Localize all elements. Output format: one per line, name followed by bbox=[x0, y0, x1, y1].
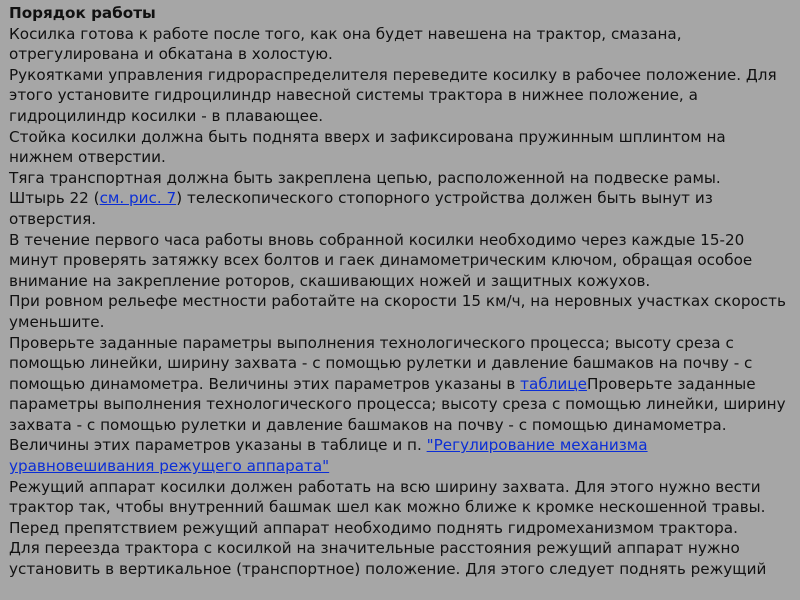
paragraph-ready: Косилка готова к работе после того, как она будет навешена на трактор, смазана, отрегулирована и обкатана в холостую. bbox=[9, 24, 682, 64]
balancing-mechanism-link[interactable]: "Регулирование механизма уравновешивания режущего аппарата" bbox=[9, 436, 648, 476]
paragraph-speed: При ровном рельефе местности работайте на скорости 15 км/ч, на неровных участках скорость уменьшите. bbox=[9, 292, 786, 331]
table-link[interactable]: таблице bbox=[520, 374, 587, 393]
paragraph-pin bbox=[9, 188, 792, 229]
paragraph-working-position: Рукоятками управления гидрораспределителя переведите косилку в рабочее положение. Для этого установите гидроцилиндр навесной системы трактора в нижнее положение, а гидроцилиндр косилки - в плавающее. bbox=[9, 65, 777, 125]
figure-7-link[interactable]: см. рис. 7 bbox=[99, 189, 177, 208]
paragraph-obstacle: Перед препятствием режущий аппарат необходимо поднять гидромеханизмом трактора. bbox=[9, 518, 738, 537]
paragraph-cutting-width: Режущий аппарат косилки должен работать на всю ширину захвата. Для этого нужно вести трактор так, чтобы внутренний башмак шел как можно ближе к кромке нескошенной травы. bbox=[9, 477, 766, 517]
parameters-text-before: Проверьте заданные параметры выполнения технологического процесса; высоту среза с помощью линейки, ширину захвата - с помощью рулетки и давление башмаков на почву - с помощью динамометра. Величины этих параметров указаны в bbox=[9, 333, 753, 393]
paragraph-parameters bbox=[9, 333, 792, 477]
paragraph-stand: Стойка косилки должна быть поднята вверх и зафиксирована пружинным шплинтом на нижнем отверстии. bbox=[9, 127, 726, 167]
paragraph-transport-rod: Тяга транспортная должна быть закреплена цепью, расположенной на подвеске рамы. bbox=[9, 168, 721, 187]
paragraph-transport: Для переезда трактора с косилкой на значительные расстояния режущий аппарат нужно установить в вертикальное (транспортное) положение. Для этого следует поднять режущий bbox=[9, 539, 767, 579]
section-heading: Порядок работы bbox=[9, 4, 156, 22]
parameters-text-middle: Проверьте заданные параметры выполнения технологического процесса; высоту среза с помощью линейки, ширину захвата - с помощью рулетки и давление башмаков на почву - с помощью динамометра. Величины этих параметров указаны в таблице и п. bbox=[9, 374, 786, 455]
pin-text-before: Штырь 22 ( bbox=[9, 189, 100, 208]
paragraph-first-hour: В течение первого часа работы вновь собранной косилки необходимо через каждые 15-20 минут проверять затяжку всех болтов и гаек динамометрическим ключом, обращая особое внимание на закрепление роторов, скашивающих ножей и защитных кожухов. bbox=[9, 230, 753, 290]
document-body bbox=[9, 3, 792, 580]
pin-text-after: ) телескопического стопорного устройства должен быть вынут из отверстия. bbox=[9, 189, 713, 228]
